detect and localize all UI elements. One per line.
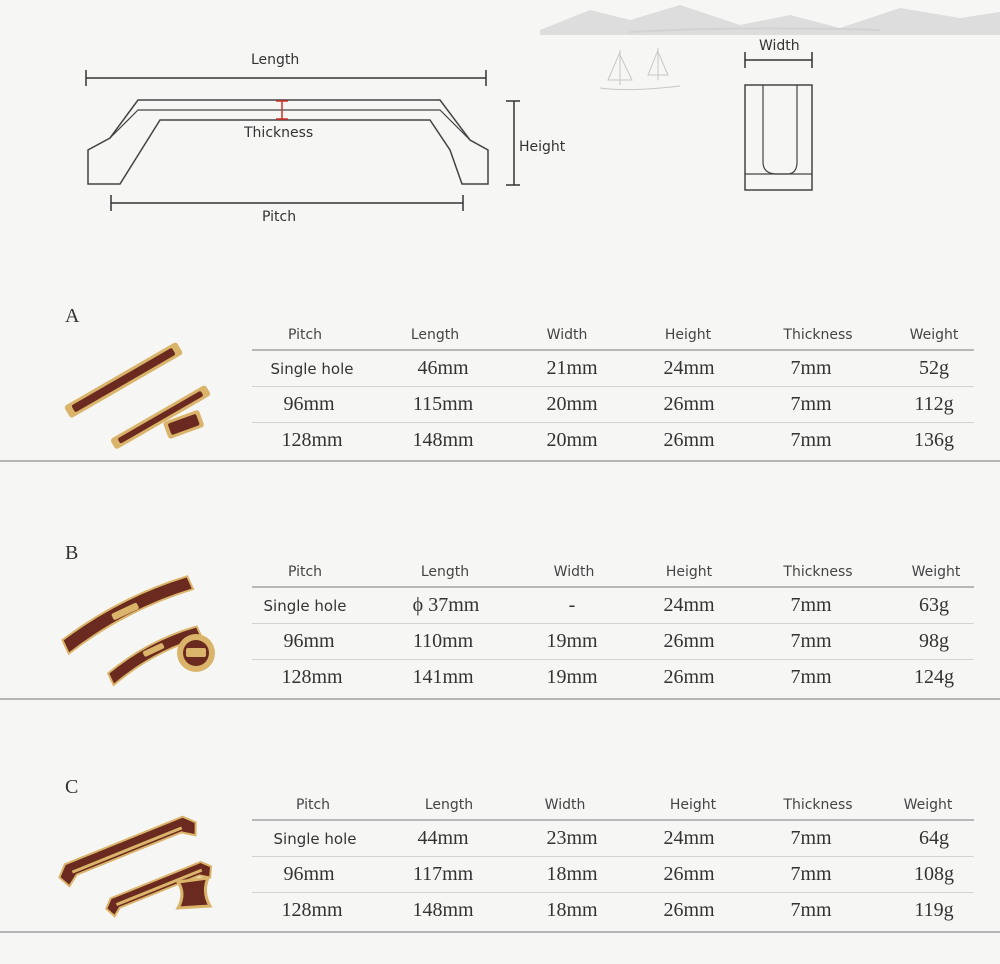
header-pitch: Pitch xyxy=(287,327,323,343)
cell-weight: 112g xyxy=(914,393,954,415)
header-height: Height xyxy=(669,797,717,813)
cell-length: 44mm xyxy=(417,827,469,849)
cell-weight: 108g xyxy=(914,863,954,885)
header-length: Length xyxy=(424,797,474,813)
header-weight: Weight xyxy=(903,797,953,813)
cell-height: 26mm xyxy=(663,429,715,451)
cell-height: 26mm xyxy=(663,863,715,885)
table-row xyxy=(252,423,974,458)
cell-length: 141mm xyxy=(412,666,474,688)
cell-length: 115mm xyxy=(412,393,474,415)
cell-length: ϕ 37mm xyxy=(412,594,480,616)
cell-weight: 98g xyxy=(919,630,949,652)
cell-pitch: Single hole xyxy=(273,830,357,848)
dimension-diagram xyxy=(0,0,1000,250)
cell-weight: 64g xyxy=(919,827,949,849)
header-weight: Weight xyxy=(911,564,961,580)
header-length: Length xyxy=(420,564,470,580)
section-c-product-image xyxy=(48,810,228,925)
cell-pitch: 96mm xyxy=(283,393,335,415)
section-c-spec-table xyxy=(252,797,974,928)
table-row xyxy=(252,624,974,659)
cell-pitch: Single hole xyxy=(270,360,354,378)
cell-thickness: 7mm xyxy=(790,630,832,652)
cell-height: 24mm xyxy=(663,594,715,616)
cell-thickness: 7mm xyxy=(790,594,832,616)
header-pitch: Pitch xyxy=(287,564,323,580)
section-c-bottom-rule xyxy=(0,931,1000,933)
thickness-label: Thickness xyxy=(244,125,314,141)
section-b-letter: B xyxy=(65,542,79,564)
pitch-label: Pitch xyxy=(262,209,297,225)
cell-pitch: 128mm xyxy=(281,899,343,921)
table-row xyxy=(252,660,974,695)
cell-thickness: 7mm xyxy=(790,393,832,415)
header-height: Height xyxy=(665,564,713,580)
cell-length: 110mm xyxy=(412,630,474,652)
length-label: Length xyxy=(251,52,300,68)
cell-width: 20mm xyxy=(546,393,598,415)
table-header-row xyxy=(252,797,974,819)
cell-thickness: 7mm xyxy=(790,666,832,688)
cell-weight: 124g xyxy=(914,666,954,688)
table-row xyxy=(252,387,974,422)
header-height: Height xyxy=(664,327,712,343)
cell-height: 24mm xyxy=(663,827,715,849)
cell-height: 26mm xyxy=(663,666,715,688)
cell-pitch: 128mm xyxy=(281,666,343,688)
section-b-spec-table xyxy=(252,564,974,695)
section-a-spec-table xyxy=(252,327,974,458)
cell-thickness: 7mm xyxy=(790,357,832,379)
table-row xyxy=(252,588,974,623)
table-row xyxy=(252,351,974,386)
section-b-product-image xyxy=(48,575,228,690)
cell-thickness: 7mm xyxy=(790,827,832,849)
table-header-row xyxy=(252,564,974,586)
cell-width: - xyxy=(568,594,576,616)
cell-length: 46mm xyxy=(417,357,469,379)
cell-weight: 136g xyxy=(914,429,954,451)
section-a-bottom-rule xyxy=(0,460,1000,462)
cell-thickness: 7mm xyxy=(790,429,832,451)
cell-pitch: 96mm xyxy=(283,863,335,885)
width-label: Width xyxy=(759,38,800,54)
table-header-row xyxy=(252,327,974,349)
cell-weight: 63g xyxy=(919,594,949,616)
header-width: Width xyxy=(546,327,588,343)
section-a-product-image xyxy=(55,340,225,455)
header-length: Length xyxy=(410,327,460,343)
header-width: Width xyxy=(544,797,586,813)
cell-height: 26mm xyxy=(663,393,715,415)
section-b-bottom-rule xyxy=(0,698,1000,700)
header-thickness: Thickness xyxy=(783,327,853,343)
header-thickness: Thickness xyxy=(783,564,853,580)
cell-width: 18mm xyxy=(546,863,598,885)
cell-pitch: Single hole xyxy=(263,597,347,615)
header-width: Width xyxy=(553,564,595,580)
handle-side-diagram xyxy=(735,50,825,200)
cell-pitch: 96mm xyxy=(283,630,335,652)
handle-front-diagram xyxy=(0,0,520,230)
cell-width: 23mm xyxy=(546,827,598,849)
cell-thickness: 7mm xyxy=(790,899,832,921)
section-c-letter: C xyxy=(65,776,79,798)
cell-weight: 119g xyxy=(914,899,954,921)
header-pitch: Pitch xyxy=(295,797,331,813)
header-weight: Weight xyxy=(909,327,959,343)
cell-pitch: 128mm xyxy=(281,429,343,451)
cell-length: 148mm xyxy=(412,429,474,451)
cell-width: 18mm xyxy=(546,899,598,921)
cell-weight: 52g xyxy=(919,357,949,379)
height-label: Height xyxy=(519,139,566,155)
cell-width: 19mm xyxy=(546,630,598,652)
table-row xyxy=(252,857,974,892)
section-a-letter: A xyxy=(65,305,80,327)
cell-thickness: 7mm xyxy=(790,863,832,885)
cell-height: 26mm xyxy=(663,630,715,652)
header-thickness: Thickness xyxy=(783,797,853,813)
cell-height: 24mm xyxy=(663,357,715,379)
table-row xyxy=(252,893,974,928)
cell-length: 117mm xyxy=(412,863,474,885)
cell-height: 26mm xyxy=(663,899,715,921)
cell-width: 20mm xyxy=(546,429,598,451)
cell-length: 148mm xyxy=(412,899,474,921)
cell-width: 19mm xyxy=(546,666,598,688)
table-row xyxy=(252,821,974,856)
cell-width: 21mm xyxy=(546,357,598,379)
